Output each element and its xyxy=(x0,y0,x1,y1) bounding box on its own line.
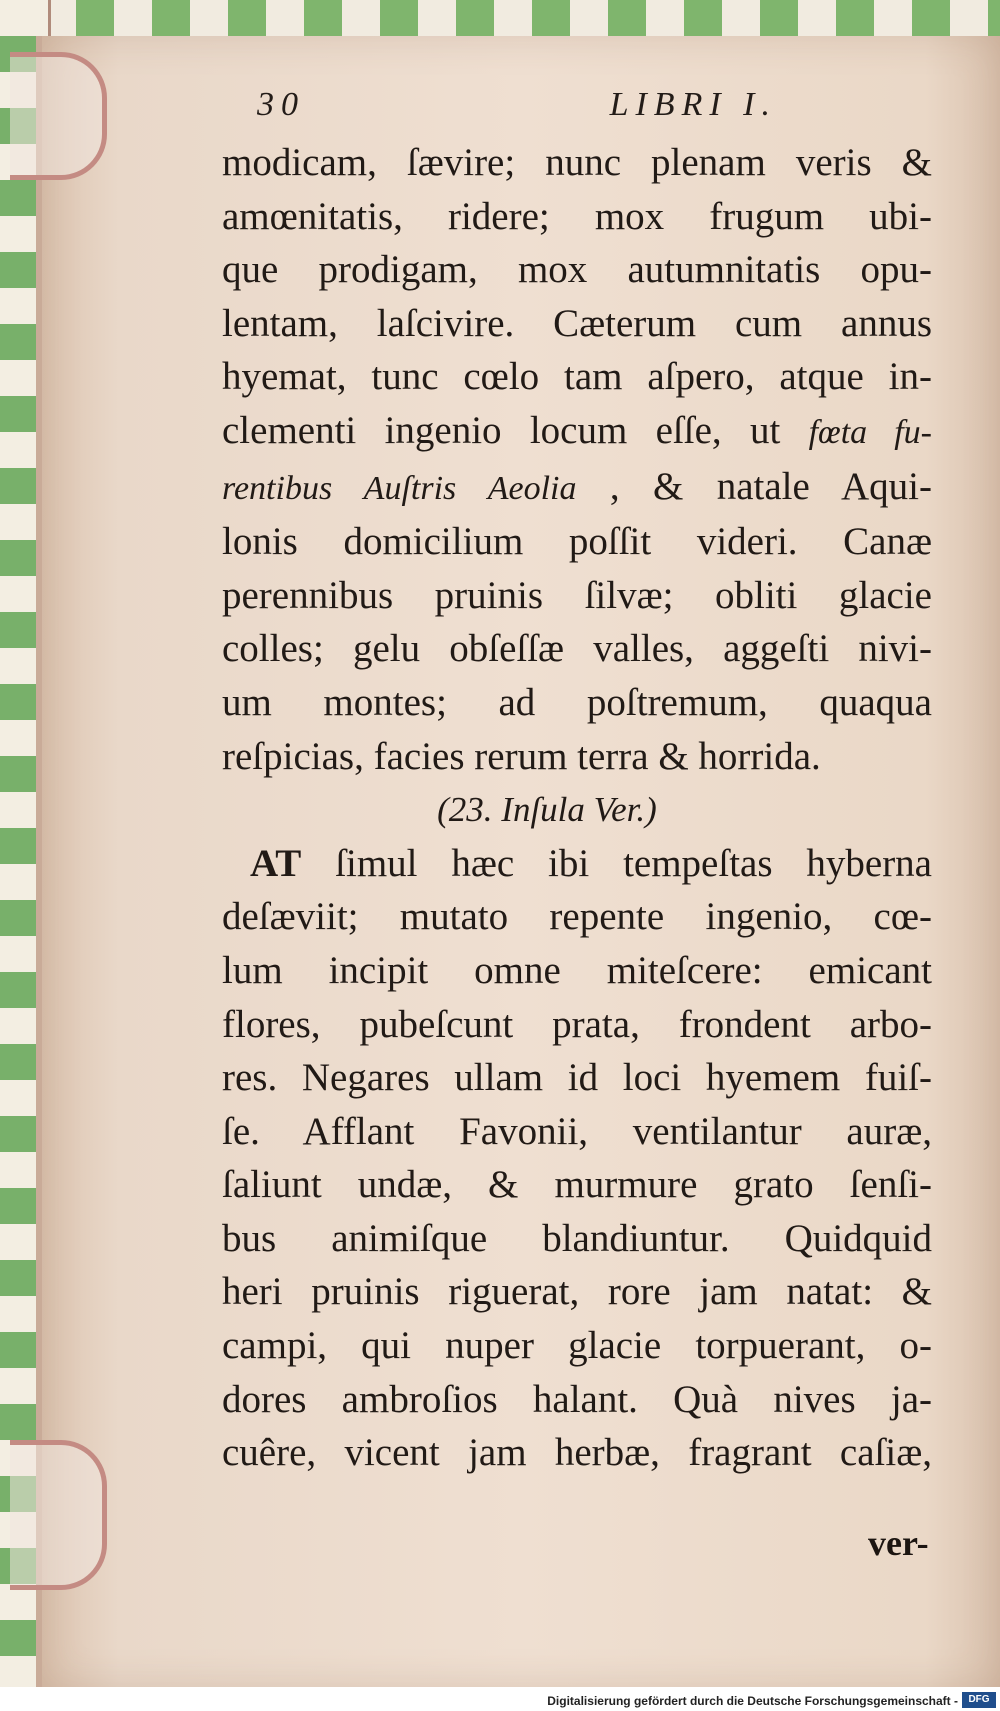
text-fragment: ſimul hæc ibi tempeſtas hyberna xyxy=(335,841,932,885)
section-heading: (23. Inſula Ver.) xyxy=(437,790,657,830)
dfg-logo-icon: DFG xyxy=(962,1692,996,1708)
running-title: LIBRI I. xyxy=(609,86,777,123)
book-page xyxy=(36,36,1000,1688)
text-fragment: clementi ingenio locum eſſe, ut xyxy=(222,408,781,452)
footer-bar xyxy=(0,1687,1000,1711)
paper-clip-icon xyxy=(10,52,107,180)
drop-cap: AT xyxy=(250,841,302,885)
text-line: heri pruinis riguerat, rore jam natat: & xyxy=(222,1270,932,1314)
text-line: lonis domicilium poſſit videri. Canæ xyxy=(222,520,932,564)
funding-credit: Digitalisierung gefördert durch die Deutsche Forschungsgemeinschaft - xyxy=(547,1694,958,1708)
text-line xyxy=(222,460,932,516)
text-line: perennibus pruinis ſilvæ; obliti glacie xyxy=(222,573,932,617)
text-line xyxy=(222,837,932,891)
text-line: que prodigam, mox autumnitatis opu- xyxy=(222,248,932,292)
paper-clip-icon xyxy=(10,1440,107,1590)
text-line: amœnitatis, ridere; mox frugum ubi- xyxy=(222,194,932,238)
text-line: res. Negares ullam id loci hyemem fuiſ- xyxy=(222,1056,932,1100)
text-line: dores ambroſios halant. Quà nives ja- xyxy=(222,1377,932,1421)
page-text xyxy=(222,136,932,1480)
text-line: campi, qui nuper glacie torpuerant, o- xyxy=(222,1324,932,1368)
catchword: ver- xyxy=(868,1523,929,1563)
text-line: ſe. Afflant Favonii, ventilantur auræ, xyxy=(222,1109,932,1153)
text-line: cuêre, vicent jam herbæ, fragrant caſiæ, xyxy=(222,1431,932,1475)
text-line: reſpicias, facies rerum terra & horrida. xyxy=(222,734,821,778)
text-line xyxy=(222,404,932,460)
italic-quote: fœta fu- xyxy=(808,413,932,451)
text-line: modicam, ſævire; nunc plenam veris & xyxy=(222,141,932,184)
page-number: 30 xyxy=(257,86,305,123)
text-fragment: , & natale Aqui- xyxy=(609,464,933,508)
text-line: ſaliunt undæ, & murmure grato ſenſi- xyxy=(222,1163,932,1207)
text-line: colles; gelu obſeſſæ valles, aggeſti nivi- xyxy=(222,627,932,671)
running-header xyxy=(257,86,777,124)
text-line: um montes; ad poſtremum, quaqua xyxy=(222,680,932,724)
text-line: lentam, laſcivire. Cæterum cum annus xyxy=(222,301,932,345)
text-line: hyemat, tunc cœlo tam aſpero, atque in- xyxy=(222,355,932,399)
text-line: flores, pubeſcunt prata, frondent arbo- xyxy=(222,1002,932,1046)
text-line: bus animiſque blandiuntur. Quidquid xyxy=(222,1216,932,1260)
text-line: lum incipit omne miteſcere: emicant xyxy=(222,948,932,992)
italic-quote: rentibus Auſtris Aeolia xyxy=(222,469,577,507)
text-line: deſæviit; mutato repente ingenio, cœ- xyxy=(222,895,932,939)
